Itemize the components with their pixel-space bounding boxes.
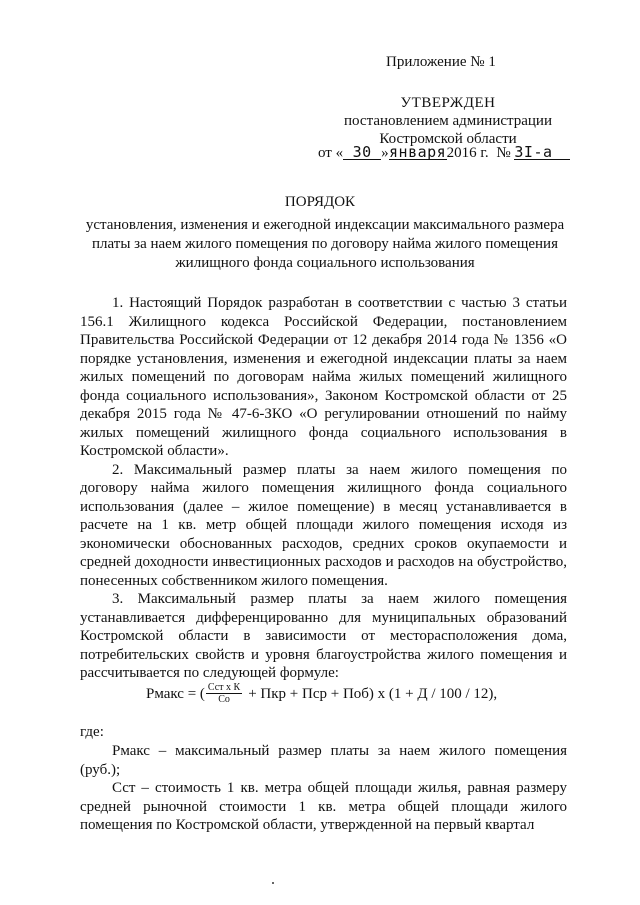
approved-line: постановлением администрации: [344, 113, 552, 129]
document-body: [80, 294, 567, 683]
definition: Рмакс – максимальный размер платы за наем жилого помещения (руб.);: [80, 743, 567, 778]
formula-fraction: [206, 682, 242, 706]
definition: Сст – стоимость 1 кв. метра общей площади жилья, равная размеру средней рыночной стоимости 1 кв. метра общей площади жилого помещения по Костромской области, утвержденной на первый квартал: [80, 780, 567, 833]
date-day: 30: [343, 145, 381, 160]
date-prefix: от «: [318, 145, 344, 161]
definitions: [80, 742, 567, 835]
approval-block: [320, 94, 576, 148]
date-month: января: [389, 143, 447, 161]
paragraph: 1. Настоящий Порядок разработан в соответствии с частью 3 статьи 156.1 Жилищного кодекса Российской Федерации, постановлением Правительства Российской Федерации от 12 декабря 2014 года № 1356 «О порядке установления, изменения и ежегодной индексации платы за наем жилых помещений по договорам найма жилых помещений жилищного фонда социального использования», Законом Костромской области от 25 декабря 2015 года № 47-6-ЗКО «О регулировании отношений по найму жилых помещений жилищного фонда социального использования в Костромской области».: [80, 295, 567, 459]
decree-date-line: [318, 145, 570, 162]
appendix-label: Приложение № 1: [386, 54, 496, 70]
document-subtitle: установления, изменения и ежегодной индексации максимального размера платы за наем жилого помещения по договору найма жилого помещения жилищного фонда социального использования: [85, 217, 565, 271]
fraction-numerator: Сст х К: [207, 682, 241, 693]
approved-line: Костромской области: [379, 131, 517, 147]
formula-rhs: + Пкр + Пср + Поб) х (1 + Д / 100 / 12),: [248, 685, 498, 702]
formula-lhs: Рмакс = (: [146, 685, 205, 702]
paragraph: 3. Максимальный размер платы за наем жилого помещения устанавливается дифференцированно для муниципальных образований Костромской области в зависимости от месторасположения дома, потребительских свойств и уровня благоустройства жилого помещения и рассчитывается по следующей формуле:: [80, 591, 567, 681]
paragraph: 2. Максимальный размер платы за наем жилого помещения по договору найма жилого помещения жилищного фонда социального использования (далее – жилое помещение) в месяц устанавливается в расчете на 1 кв. метр общей площади жилого помещения исходя из экономически обоснованных расходов, средних сроков окупаемости и средней доходности инвестиционных расходов и расходов на обустройство, понесенных собственником жилого помещения.: [80, 461, 567, 589]
date-year: 2016 г.: [446, 145, 489, 161]
document-title: ПОРЯДОК: [284, 194, 356, 210]
number-prefix: №: [496, 145, 511, 161]
fraction-denominator: Со: [218, 694, 230, 705]
date-mid: »: [381, 145, 389, 161]
decree-number: 3I-а: [514, 145, 570, 160]
where-label: где:: [80, 724, 104, 740]
scan-speck: [272, 882, 274, 884]
formula: [146, 682, 497, 706]
approved-title: УТВЕРЖДЕН: [400, 95, 496, 111]
